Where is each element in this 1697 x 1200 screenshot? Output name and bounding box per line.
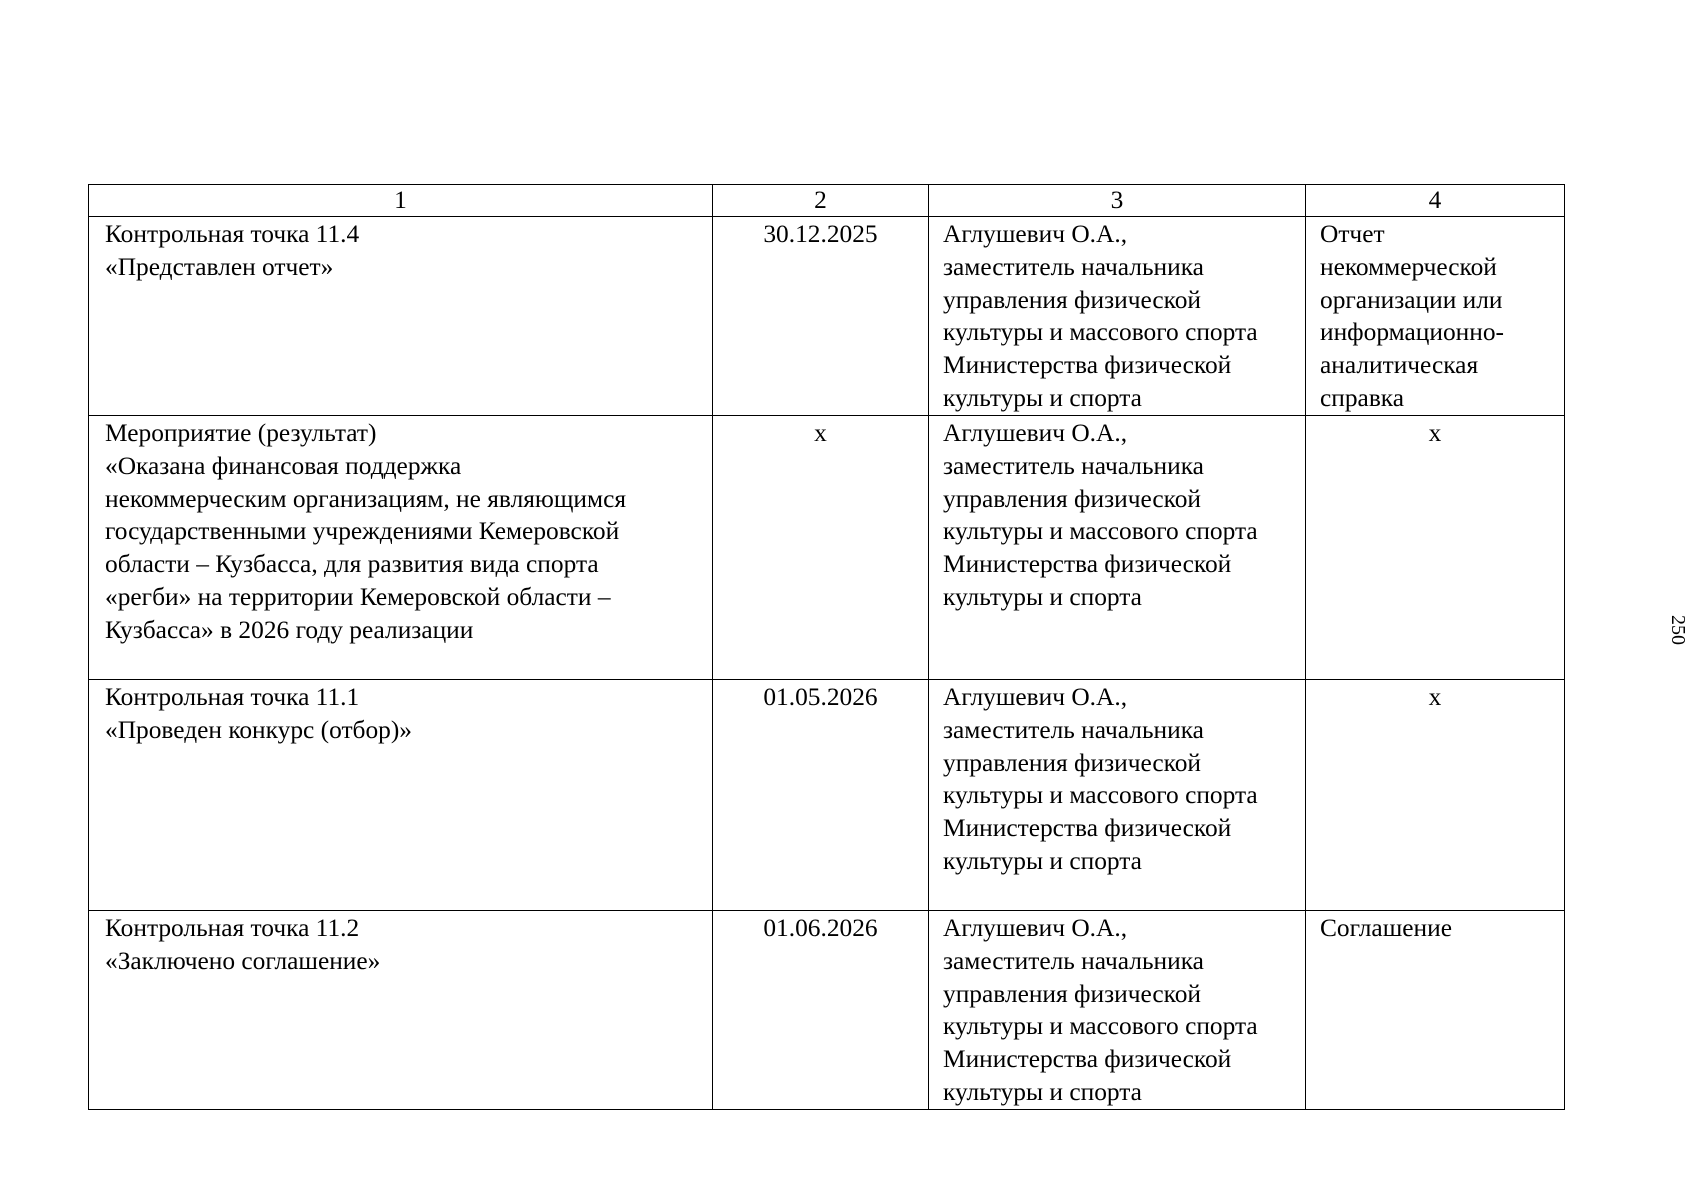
- responsible-cell: [929, 911, 1306, 1110]
- event-line: «регби» на территории Кемеровской области –: [105, 582, 611, 611]
- responsible-line: Министерства физической: [943, 351, 1232, 380]
- column-number-2: 2: [713, 185, 929, 217]
- responsible-line: управления физической: [943, 748, 1201, 777]
- document-type-line: х: [1428, 419, 1442, 447]
- document-type-line: х: [1428, 683, 1442, 711]
- date-cell: 01.06.2026: [713, 911, 929, 1110]
- responsible-line: управления физической: [943, 285, 1201, 314]
- table-row: [89, 680, 1565, 911]
- table-row: [89, 416, 1565, 680]
- control-points-table: [88, 184, 1565, 1110]
- column-number-1: 1: [89, 185, 713, 217]
- responsible-line: заместитель начальника: [943, 715, 1204, 744]
- column-number-4: 4: [1306, 185, 1565, 217]
- event-line: некоммерческим организациям, не являющимся: [105, 484, 627, 513]
- document-type-line: некоммерческой: [1320, 252, 1497, 281]
- event-line: Контрольная точка 11.1: [105, 683, 360, 711]
- event-line: «Проведен конкурс (отбор)»: [105, 715, 413, 744]
- responsible-line: заместитель начальника: [943, 946, 1204, 975]
- responsible-line: заместитель начальника: [943, 252, 1204, 281]
- event-line: Кузбасса» в 2026 году реализации: [105, 615, 474, 644]
- responsible-line: управления физической: [943, 979, 1201, 1008]
- date-cell: х: [713, 416, 929, 680]
- responsible-line: культуры и спорта: [943, 846, 1142, 875]
- event-cell: [89, 217, 713, 416]
- event-line: «Оказана финансовая поддержка: [105, 451, 462, 480]
- document-type-cell: [1306, 911, 1565, 1110]
- date-cell: 30.12.2025: [713, 217, 929, 416]
- responsible-line: управления физической: [943, 484, 1201, 513]
- column-number-3: 3: [929, 185, 1306, 217]
- event-line: Контрольная точка 11.4: [105, 220, 360, 248]
- document-type-cell: [1306, 217, 1565, 416]
- responsible-line: Министерства физической: [943, 550, 1232, 579]
- document-type-line: Отчет: [1320, 220, 1385, 248]
- responsible-line: Аглушевич О.А.,: [943, 220, 1128, 248]
- event-cell: [89, 680, 713, 911]
- responsible-line: Аглушевич О.А.,: [943, 914, 1128, 942]
- responsible-line: Аглушевич О.А.,: [943, 683, 1128, 711]
- table-row: [89, 217, 1565, 416]
- responsible-cell: [929, 680, 1306, 911]
- responsible-line: культуры и массового спорта: [943, 318, 1258, 347]
- responsible-line: культуры и массового спорта: [943, 781, 1258, 810]
- responsible-cell: [929, 416, 1306, 680]
- event-line: «Представлен отчет»: [105, 252, 334, 281]
- document-type-line: Соглашение: [1320, 914, 1452, 942]
- responsible-line: культуры и спорта: [943, 383, 1142, 412]
- responsible-line: Министерства физической: [943, 1045, 1232, 1074]
- table-row: [89, 911, 1565, 1110]
- event-line: Мероприятие (результат): [105, 419, 377, 447]
- document-type-line: информационно-: [1320, 318, 1504, 347]
- document-type-line: справка: [1320, 383, 1405, 412]
- event-line: Контрольная точка 11.2: [105, 914, 360, 942]
- responsible-line: Министерства физической: [943, 814, 1232, 843]
- responsible-line: Аглушевич О.А.,: [943, 419, 1128, 447]
- event-line: «Заключено соглашение»: [105, 946, 381, 975]
- responsible-line: культуры и спорта: [943, 582, 1142, 611]
- responsible-line: культуры и массового спорта: [943, 517, 1258, 546]
- responsible-line: заместитель начальника: [943, 451, 1204, 480]
- page-number: 250: [1667, 615, 1689, 645]
- event-line: государственными учреждениями Кемеровской: [105, 517, 620, 546]
- event-line: области – Кузбасса, для развития вида спорта: [105, 550, 599, 579]
- document-type-cell: [1306, 680, 1565, 911]
- event-cell: [89, 416, 713, 680]
- document-type-line: организации или: [1320, 285, 1503, 314]
- document-type-cell: [1306, 416, 1565, 680]
- event-cell: [89, 911, 713, 1110]
- responsible-cell: [929, 217, 1306, 416]
- document-type-line: аналитическая: [1320, 351, 1479, 380]
- responsible-line: культуры и спорта: [943, 1077, 1142, 1106]
- date-cell: 01.05.2026: [713, 680, 929, 911]
- responsible-line: культуры и массового спорта: [943, 1012, 1258, 1041]
- table-header-row: [89, 185, 1565, 217]
